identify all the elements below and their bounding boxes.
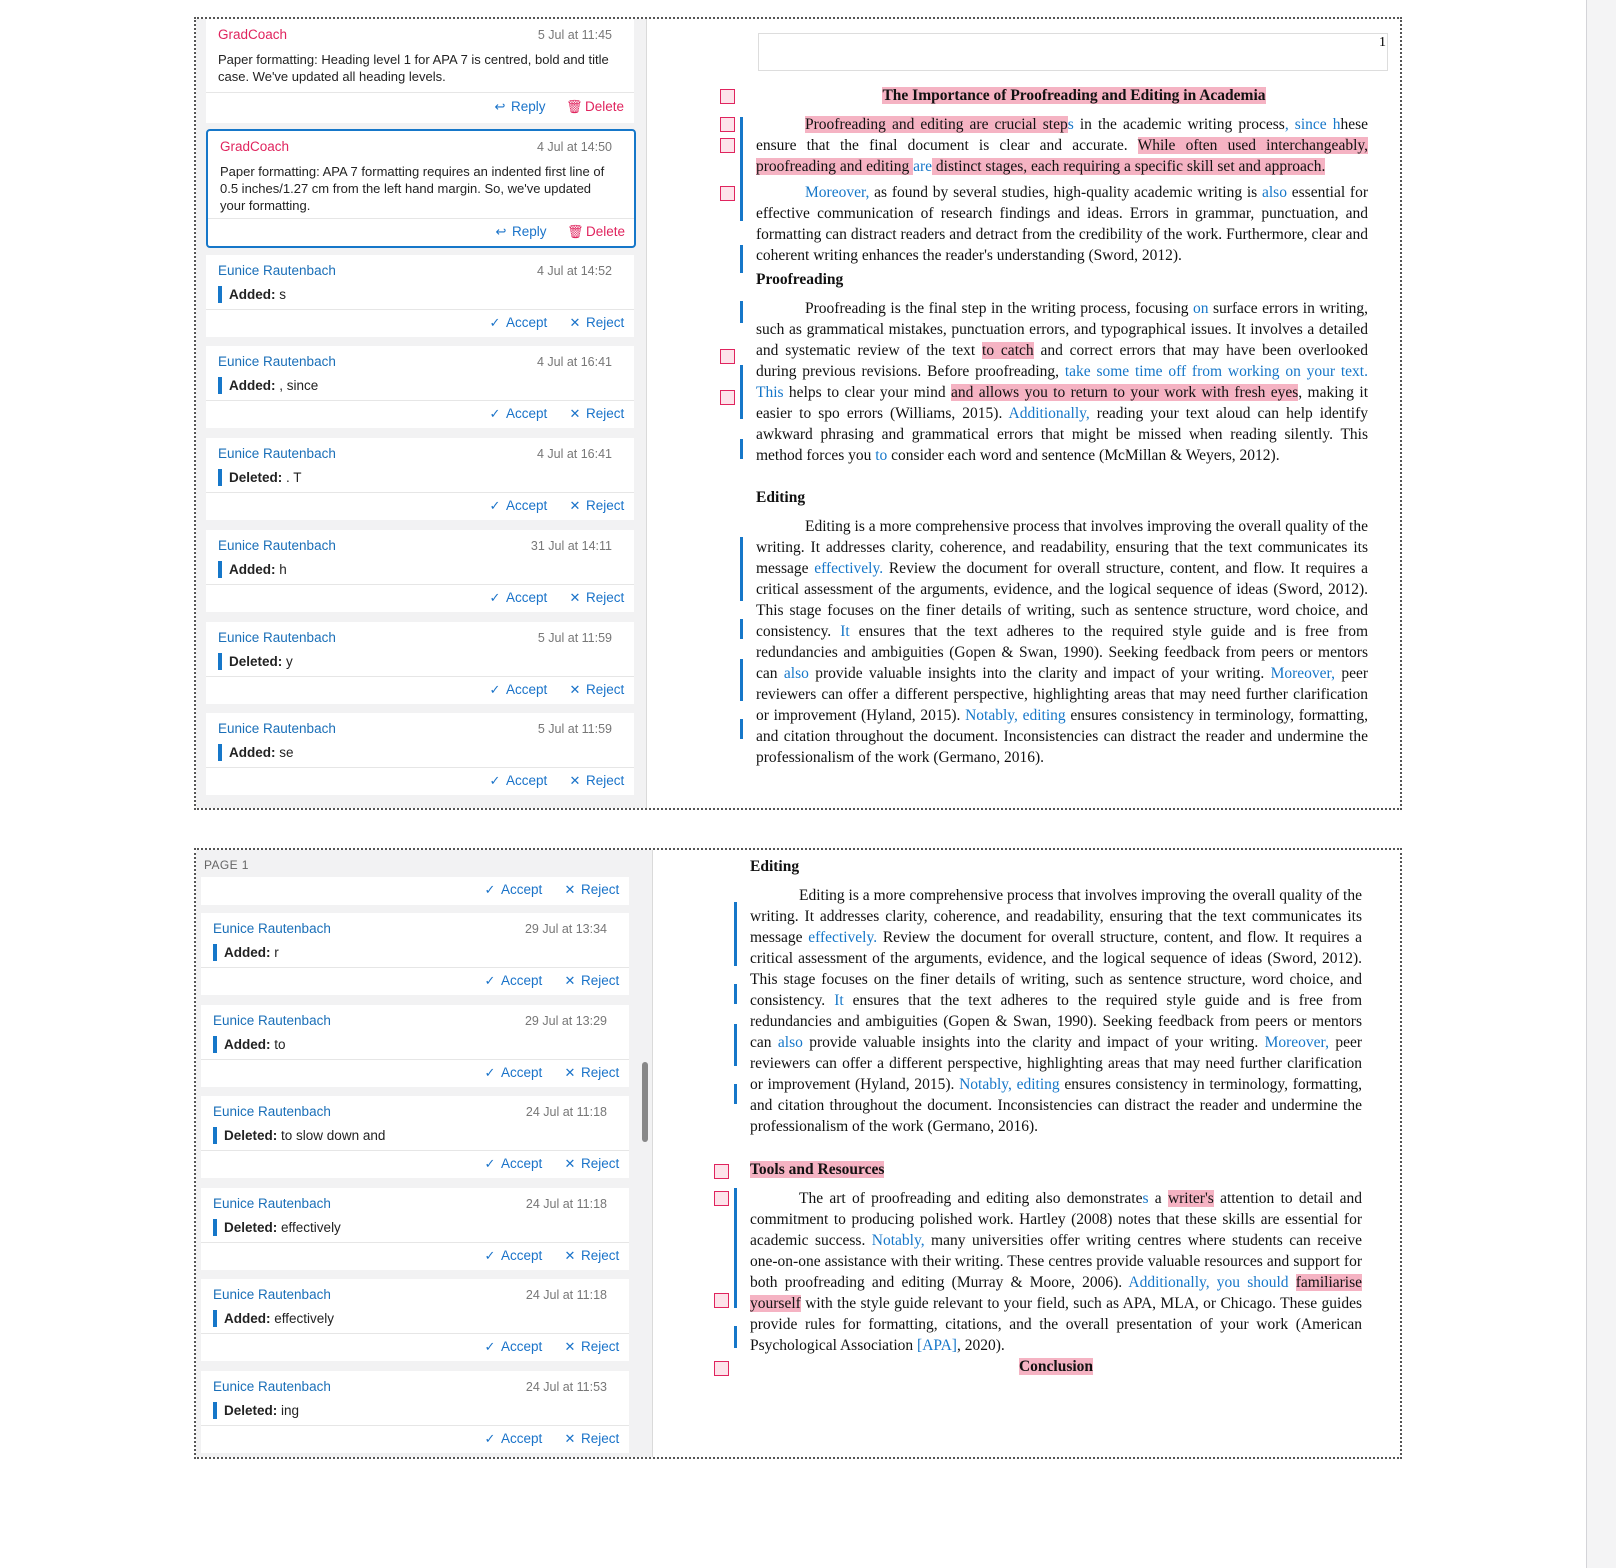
- change-author: Eunice Rautenbach: [213, 1196, 331, 1211]
- x-icon: ✕: [569, 590, 581, 605]
- x-icon: ✕: [569, 406, 581, 421]
- document-title: The Importance of Proofreading and Editing in Academia: [882, 87, 1266, 104]
- change-bar: [740, 245, 743, 273]
- change-date: 24 Jul at 11:18: [525, 1288, 607, 1302]
- comment-marker[interactable]: [720, 138, 735, 153]
- accept-button[interactable]: ✓ Accept: [487, 590, 547, 606]
- change-author: Eunice Rautenbach: [218, 630, 336, 645]
- checkmark-icon: ✓: [484, 1339, 496, 1354]
- change-bar: [734, 902, 737, 966]
- comment-text: Paper formatting: Heading level 1 for APA 7 is centred, bold and title case. We've updated all heading levels.: [218, 52, 609, 84]
- accept-button[interactable]: ✓ Accept: [482, 1156, 542, 1172]
- checkmark-icon: ✓: [489, 406, 501, 421]
- change-bar: [734, 1084, 737, 1104]
- accept-button[interactable]: ✓ Accept: [482, 1339, 542, 1355]
- change-description: Deleted: . T: [218, 469, 302, 486]
- change-date: 31 Jul at 14:11: [530, 539, 612, 553]
- accept-button[interactable]: ✓ Accept: [487, 315, 547, 331]
- change-description: Added: h: [218, 561, 287, 578]
- checkmark-icon: ✓: [484, 1065, 496, 1080]
- change-date: 29 Jul at 13:34: [524, 922, 607, 936]
- accept-button[interactable]: ✓ Accept: [487, 773, 547, 789]
- reject-button[interactable]: ✕ Reject: [562, 882, 619, 898]
- change-date: 24 Jul at 11:53: [525, 1380, 607, 1394]
- reject-button[interactable]: ✕ Reject: [562, 1156, 619, 1172]
- window-edge-scrollbar[interactable]: [1586, 0, 1616, 1568]
- reply-arrow-icon: ↩: [495, 224, 507, 239]
- checkmark-icon: ✓: [489, 682, 501, 697]
- change-author: Eunice Rautenbach: [213, 1013, 331, 1028]
- change-description: Deleted: ing: [213, 1402, 299, 1419]
- page-number: 1: [1379, 35, 1386, 50]
- heading-editing: Editing: [756, 489, 806, 506]
- x-icon: ✕: [564, 1248, 576, 1263]
- accept-button[interactable]: ✓ Accept: [487, 682, 547, 698]
- document-view-bottom: [194, 848, 1402, 1459]
- change-description: Added: s: [218, 286, 286, 303]
- accept-button[interactable]: ✓ Accept: [482, 882, 542, 898]
- change-author: Eunice Rautenbach: [213, 1287, 331, 1302]
- reject-button[interactable]: ✕ Reject: [562, 973, 619, 989]
- change-date: 29 Jul at 13:29: [524, 1014, 607, 1028]
- change-description: Added: effectively: [213, 1310, 334, 1327]
- change-bar: [740, 365, 743, 419]
- heading-tools-and-resources: Tools and Resources: [750, 1161, 885, 1178]
- change-author: Eunice Rautenbach: [213, 921, 331, 936]
- x-icon: ✕: [564, 1156, 576, 1171]
- paragraph-proofreading: Proofreading is the final step in the writing process, focusing on surface errors in writing, such as grammatical mistakes, punctuation errors, and typographical issues. It involves a detailed and systematic review of the text to catch and correct errors that may have been overlooked during previous revisions. Before proofreading, take some time off from working on your text. This helps to clear your mind and allows you to return to your work with fresh eyes, making it easier to spo errors (Williams, 2015). Additionally, reading your text aloud can help identify awkward phrasing and grammatical errors that might be missed when reading silently. This method forces you to consider each word and sentence (McMillan & Weyers, 2012).: [756, 300, 1369, 464]
- reject-button[interactable]: ✕ Reject: [562, 1248, 619, 1264]
- change-author: Eunice Rautenbach: [218, 263, 336, 278]
- page-label: PAGE 1: [204, 858, 249, 872]
- trash-icon: 🗑: [566, 99, 583, 114]
- reject-button[interactable]: ✕ Reject: [567, 315, 624, 331]
- x-icon: ✕: [564, 973, 576, 988]
- paragraph-intro: Proofreading and editing are crucial steps in the academic writing process, since hhese ensure that the final document is clear and accurate. While often used interchangeably, proofreading and editing are distinct stages, each requiring a specific skill set and approach.: [756, 116, 1368, 175]
- change-description: Added: se: [218, 744, 294, 761]
- change-description: Added: to: [213, 1036, 286, 1053]
- comment-marker[interactable]: [714, 1361, 729, 1376]
- checkmark-icon: ✓: [484, 973, 496, 988]
- comment-marker[interactable]: [714, 1164, 729, 1179]
- reject-button[interactable]: ✕ Reject: [567, 773, 624, 789]
- checkmark-icon: ✓: [484, 1431, 496, 1446]
- change-author: Eunice Rautenbach: [213, 1104, 331, 1119]
- checkmark-icon: ✓: [484, 882, 496, 897]
- x-icon: ✕: [569, 315, 581, 330]
- change-date: 4 Jul at 14:52: [536, 264, 612, 278]
- comment-author: GradCoach: [218, 27, 288, 42]
- x-icon: ✕: [564, 1431, 576, 1446]
- change-description: Deleted: to slow down and: [213, 1127, 385, 1144]
- x-icon: ✕: [569, 498, 581, 513]
- comment-marker[interactable]: [714, 1191, 729, 1206]
- change-author: Eunice Rautenbach: [218, 721, 336, 736]
- comment-date: 5 Jul at 11:45: [537, 28, 612, 42]
- checkmark-icon: ✓: [484, 1156, 496, 1171]
- change-bar: [740, 117, 743, 221]
- reply-arrow-icon: ↩: [494, 99, 506, 114]
- checkmark-icon: ✓: [489, 498, 501, 513]
- change-author: Eunice Rautenbach: [213, 1379, 331, 1394]
- reject-button[interactable]: ✕ Reject: [562, 1431, 619, 1447]
- accept-button[interactable]: ✓ Accept: [482, 1431, 542, 1447]
- paragraph-editing: Editing is a more comprehensive process that involves improving the overall quality of the writing. It addresses clarity, coherence, and readability, ensuring that the text communicates its message effectively. Review the document for overall structure, content, and flow. It requires a critical assessment of the arguments, evidence, and the logical sequence of ideas (Sword, 2012). This stage focuses on the finer details of writing, such as sentence structure, word choice, and consistency. It ensures that the text adheres to the required style guide and is free from redundancies and ambiguities (Gopen & Swan, 1990). Seeking feedback from peers or mentors can also provide valuable insights into the clarity and impact of your writing. Moreover, peer reviewers can offer a different perspective, highlighting areas that may need further clarification or improvement (Hyland, 2015). Notably, editing ensures consistency in terminology, formatting, and citation throughout the document. Inconsistencies can distract the reader and undermine the professionalism of the work (Germano, 2016).: [756, 518, 1369, 766]
- comment-marker[interactable]: [720, 349, 735, 364]
- document-page-1[interactable]: [196, 19, 1400, 808]
- change-bar: [740, 619, 743, 639]
- change-bar: [734, 1326, 737, 1348]
- change-bar: [734, 1188, 737, 1308]
- reject-button[interactable]: ✕ Reject: [562, 1339, 619, 1355]
- change-description: Added: r: [213, 944, 279, 961]
- comment-marker[interactable]: [720, 117, 735, 132]
- change-bar: [734, 1024, 737, 1066]
- accept-button[interactable]: ✓ Accept: [487, 406, 547, 422]
- change-author: Eunice Rautenbach: [218, 538, 336, 553]
- change-date: 24 Jul at 11:18: [525, 1105, 607, 1119]
- change-date: 5 Jul at 11:59: [537, 722, 612, 736]
- change-date: 5 Jul at 11:59: [537, 631, 612, 645]
- comment-date: 4 Jul at 14:50: [536, 140, 612, 154]
- change-bar: [740, 719, 743, 739]
- change-description: Added: , since: [218, 377, 318, 394]
- reply-button[interactable]: ↩ Reply: [492, 99, 546, 115]
- change-bar: [740, 537, 743, 601]
- document-page-continued[interactable]: [196, 850, 1400, 1457]
- reject-button[interactable]: ✕ Reject: [567, 406, 624, 422]
- change-bar: [740, 301, 743, 323]
- change-description: Deleted: effectively: [213, 1219, 341, 1236]
- comment-marker[interactable]: [714, 1293, 729, 1308]
- change-date: 4 Jul at 16:41: [536, 355, 612, 369]
- reply-button[interactable]: ↩ Reply: [493, 224, 547, 240]
- reject-button[interactable]: ✕ Reject: [567, 590, 624, 606]
- paragraph-tools: The art of proofreading and editing also demonstrates a writer's attention to detail and commitment to producing polished work. Hartley (2008) notes that these skills are essential for academic success. Notably, many universities offer writing centres where students can receive one-on-one assistance with their writing. These centres provide valuable resources and support for both proofreading and editing (Murray & Moore, 2006). Additionally, you should familiarise yourself with the style guide relevant to your field, such as APA, MLA, or Chicago. These guides provide rules for formatting, citations, and the overall presentation of your work (American Psychological Association [APA], 2020).: [750, 1190, 1363, 1354]
- comment-marker[interactable]: [720, 89, 735, 104]
- checkmark-icon: ✓: [489, 773, 501, 788]
- trash-icon: 🗑: [567, 224, 584, 239]
- accept-button[interactable]: ✓ Accept: [482, 973, 542, 989]
- change-bar: [740, 439, 743, 459]
- heading-editing: Editing: [750, 858, 800, 875]
- x-icon: ✕: [564, 882, 576, 897]
- accept-button[interactable]: ✓ Accept: [482, 1065, 542, 1081]
- checkmark-icon: ✓: [489, 315, 501, 330]
- comment-marker[interactable]: [720, 390, 735, 405]
- checkmark-icon: ✓: [489, 590, 501, 605]
- paragraph-editing: Editing is a more comprehensive process that involves improving the overall quality of the writing. It addresses clarity, coherence, and readability, ensuring that the text communicates its message effectively. Review the document for overall structure, content, and flow. It requires a critical assessment of the arguments, evidence, and the logical sequence of ideas (Sword, 2012). This stage focuses on the finer details of writing, such as sentence structure, word choice, and consistency. It ensures that the text adheres to the required style guide and is free from redundancies and ambiguities (Gopen & Swan, 1990). Seeking feedback from peers or mentors can also provide valuable insights into the clarity and impact of your writing. Moreover, peer reviewers can offer a different perspective, highlighting areas that may need further clarification or improvement (Hyland, 2015). Notably, editing ensures consistency in terminology, formatting, and citation throughout the document. Inconsistencies can distract the reader and undermine the professionalism of the work (Germano, 2016).: [750, 887, 1363, 1135]
- change-bar: [740, 659, 743, 701]
- change-author: Eunice Rautenbach: [218, 354, 336, 369]
- comment-marker[interactable]: [720, 186, 735, 201]
- change-date: 24 Jul at 11:18: [525, 1197, 607, 1211]
- delete-button[interactable]: 🗑 Delete: [566, 99, 625, 114]
- accept-button[interactable]: ✓ Accept: [487, 498, 547, 514]
- comment-text: Paper formatting: APA 7 formatting requires an indented first line of 0.5 inches/1.27 cm from the left hand margin. So, we've updated your formatting.: [220, 164, 605, 213]
- change-author: Eunice Rautenbach: [218, 446, 336, 461]
- delete-button[interactable]: 🗑 Delete: [567, 224, 626, 239]
- x-icon: ✕: [569, 682, 581, 697]
- heading-conclusion: Conclusion: [1018, 1358, 1094, 1375]
- document-view-top: [194, 17, 1402, 810]
- x-icon: ✕: [564, 1339, 576, 1354]
- reject-button[interactable]: ✕ Reject: [562, 1065, 619, 1081]
- accept-button[interactable]: ✓ Accept: [482, 1248, 542, 1264]
- reject-button[interactable]: ✕ Reject: [567, 682, 624, 698]
- paragraph-importance: Moreover, as found by several studies, high-quality academic writing is also essential for effective communication of research findings and ideas. Errors in grammar, punctuation, and formatting can distract readers and detract from the credibility of the work. Furthermore, clear and coherent writing enhances the reader's understanding (Sword, 2012).: [756, 184, 1368, 264]
- change-date: 4 Jul at 16:41: [536, 447, 612, 461]
- x-icon: ✕: [569, 773, 581, 788]
- checkmark-icon: ✓: [484, 1248, 496, 1263]
- change-bar: [734, 984, 737, 1004]
- x-icon: ✕: [564, 1065, 576, 1080]
- comment-author: GradCoach: [220, 139, 290, 154]
- change-description: Deleted: y: [218, 653, 293, 670]
- heading-proofreading: Proofreading: [756, 271, 844, 288]
- reject-button[interactable]: ✕ Reject: [567, 498, 624, 514]
